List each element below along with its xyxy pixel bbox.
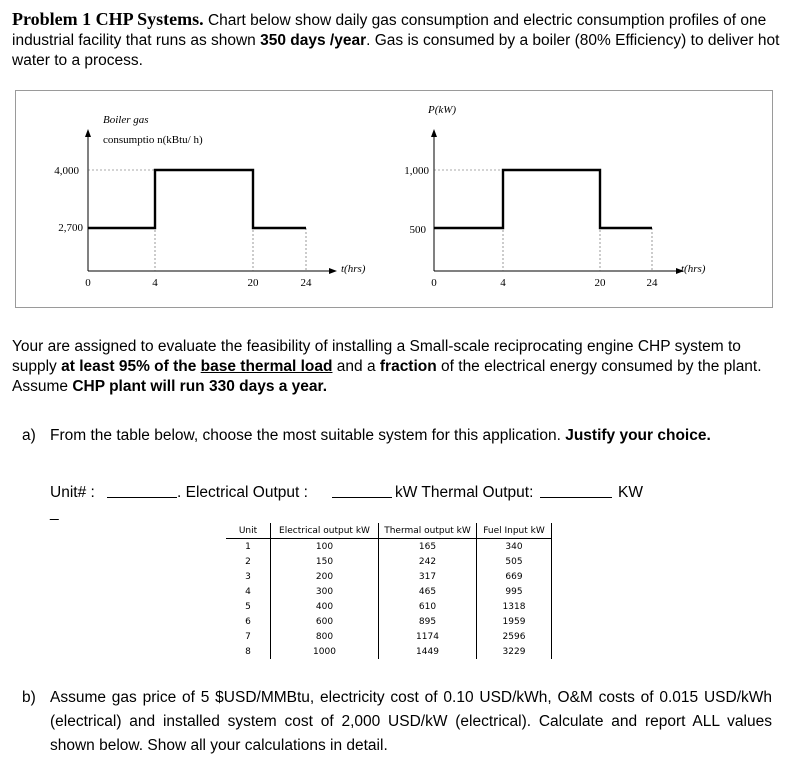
question-a-label: a) (22, 427, 36, 444)
cell-electrical: 400 (271, 599, 379, 614)
table-header-row (226, 523, 552, 539)
kw-unit-label: KW (618, 484, 643, 501)
cell-electrical: 600 (271, 614, 379, 629)
gas-y-arrow (85, 129, 91, 137)
cell-fuel: 1318 (477, 599, 552, 614)
table-row (226, 569, 552, 584)
power-x-label: t(hrs) (681, 263, 706, 275)
cell-fuel: 1959 (477, 614, 552, 629)
cell-fuel: 340 (477, 539, 552, 555)
gas-chart-title-2: consumptio n(kBtu/ h) (103, 134, 203, 146)
cell-thermal: 242 (379, 554, 477, 569)
cell-thermal: 1449 (379, 644, 477, 659)
table-row (226, 614, 552, 629)
power-chart-title: P(kW) (428, 104, 457, 116)
thermal-output-label: kW Thermal Output: (395, 484, 534, 501)
dash-mark: _ (50, 504, 59, 521)
charts-svg (16, 91, 772, 307)
cell-fuel: 669 (477, 569, 552, 584)
power-profile-line (434, 170, 652, 228)
cell-unit: 8 (226, 644, 271, 659)
col-electrical-header: Electrical output kW (271, 523, 379, 539)
cell-electrical: 100 (271, 539, 379, 555)
col-thermal-header: Thermal output kW (379, 523, 477, 539)
power-ytick-1000: 1,000 (404, 165, 429, 177)
gas-x-arrow (329, 268, 337, 274)
power-chart (404, 104, 706, 289)
cell-electrical: 300 (271, 584, 379, 599)
cell-thermal: 895 (379, 614, 477, 629)
problem-title: Problem 1 CHP Systems. (12, 9, 204, 29)
gas-profile-line (88, 170, 306, 228)
cell-fuel: 505 (477, 554, 552, 569)
unit-blank[interactable] (107, 497, 177, 498)
cell-thermal: 1174 (379, 629, 477, 644)
gas-chart-title-1: Boiler gas (103, 114, 149, 126)
cell-thermal: 465 (379, 584, 477, 599)
gas-dynamic-marks (88, 170, 306, 271)
unit-label: Unit# : (50, 484, 95, 501)
table-row (226, 629, 552, 644)
cell-fuel: 995 (477, 584, 552, 599)
assignment-paragraph: Your are assigned to evaluate the feasibility of installing a Small-scale reciprocating engine CHP system to supply at least 95% of the base thermal load and a fraction of the electrical energy consumed by the plant. Assume CHP plant will run 330 days a year. (12, 338, 762, 395)
cell-unit: 2 (226, 554, 271, 569)
electrical-output-label: . Electrical Output : (177, 484, 308, 501)
cell-thermal: 610 (379, 599, 477, 614)
gas-xtick-4: 4 (152, 277, 158, 289)
col-fuel-header: Fuel Input kW (477, 523, 552, 539)
electrical-output-blank[interactable] (332, 497, 392, 498)
question-b-label: b) (22, 689, 36, 706)
gas-ytick-4000: 4,000 (54, 165, 79, 177)
cell-electrical: 200 (271, 569, 379, 584)
chp-units-table (226, 523, 552, 659)
power-xtick-24: 24 (646, 277, 658, 289)
gas-ytick-2700: 2,700 (58, 222, 83, 234)
cell-thermal: 165 (379, 539, 477, 555)
cell-unit: 5 (226, 599, 271, 614)
cell-electrical: 1000 (271, 644, 379, 659)
cell-fuel: 2596 (477, 629, 552, 644)
base-thermal-load: base thermal load (200, 358, 333, 375)
power-ytick-500: 500 (409, 224, 426, 236)
table-row (226, 554, 552, 569)
gas-xtick-24: 24 (300, 277, 312, 289)
col-unit-header: Unit (226, 523, 271, 539)
table-row (226, 599, 552, 614)
thermal-output-blank[interactable] (540, 497, 612, 498)
gas-xtick-20: 20 (247, 277, 259, 289)
power-dynamic-marks (434, 170, 652, 271)
table-row (226, 584, 552, 599)
power-xtick-4: 4 (500, 277, 506, 289)
table-row (226, 644, 552, 659)
power-xtick-0: 0 (431, 277, 437, 289)
table-row (226, 539, 552, 555)
gas-x-label: t(hrs) (341, 263, 366, 275)
question-b-text: Assume gas price of 5 $USD/MMBtu, electricity cost of 0.10 USD/kWh, O&M costs of 0.015 USD/kWh (electrical) and installed system cost of 2,000 USD/kW (electrical). Calculate and report ALL values shown below. Show all your calculations in detail. (50, 689, 772, 754)
cell-electrical: 150 (271, 554, 379, 569)
cell-unit: 1 (226, 539, 271, 555)
cell-unit: 7 (226, 629, 271, 644)
cell-unit: 3 (226, 569, 271, 584)
cell-unit: 6 (226, 614, 271, 629)
gas-xtick-0: 0 (85, 277, 91, 289)
cell-fuel: 3229 (477, 644, 552, 659)
power-xtick-20: 20 (594, 277, 606, 289)
problem-intro: Problem 1 CHP Systems. Chart below show daily gas consumption and electric consumption profiles of one industrial facility that runs as shown 350 days /year. Gas is consumed by a boiler (80% Efficiency) to deliver hot water to a process. (12, 9, 780, 69)
gas-chart (54, 114, 366, 289)
cell-thermal: 317 (379, 569, 477, 584)
consumption-profiles-figure (15, 90, 773, 308)
cell-unit: 4 (226, 584, 271, 599)
power-y-arrow (431, 129, 437, 137)
cell-electrical: 800 (271, 629, 379, 644)
